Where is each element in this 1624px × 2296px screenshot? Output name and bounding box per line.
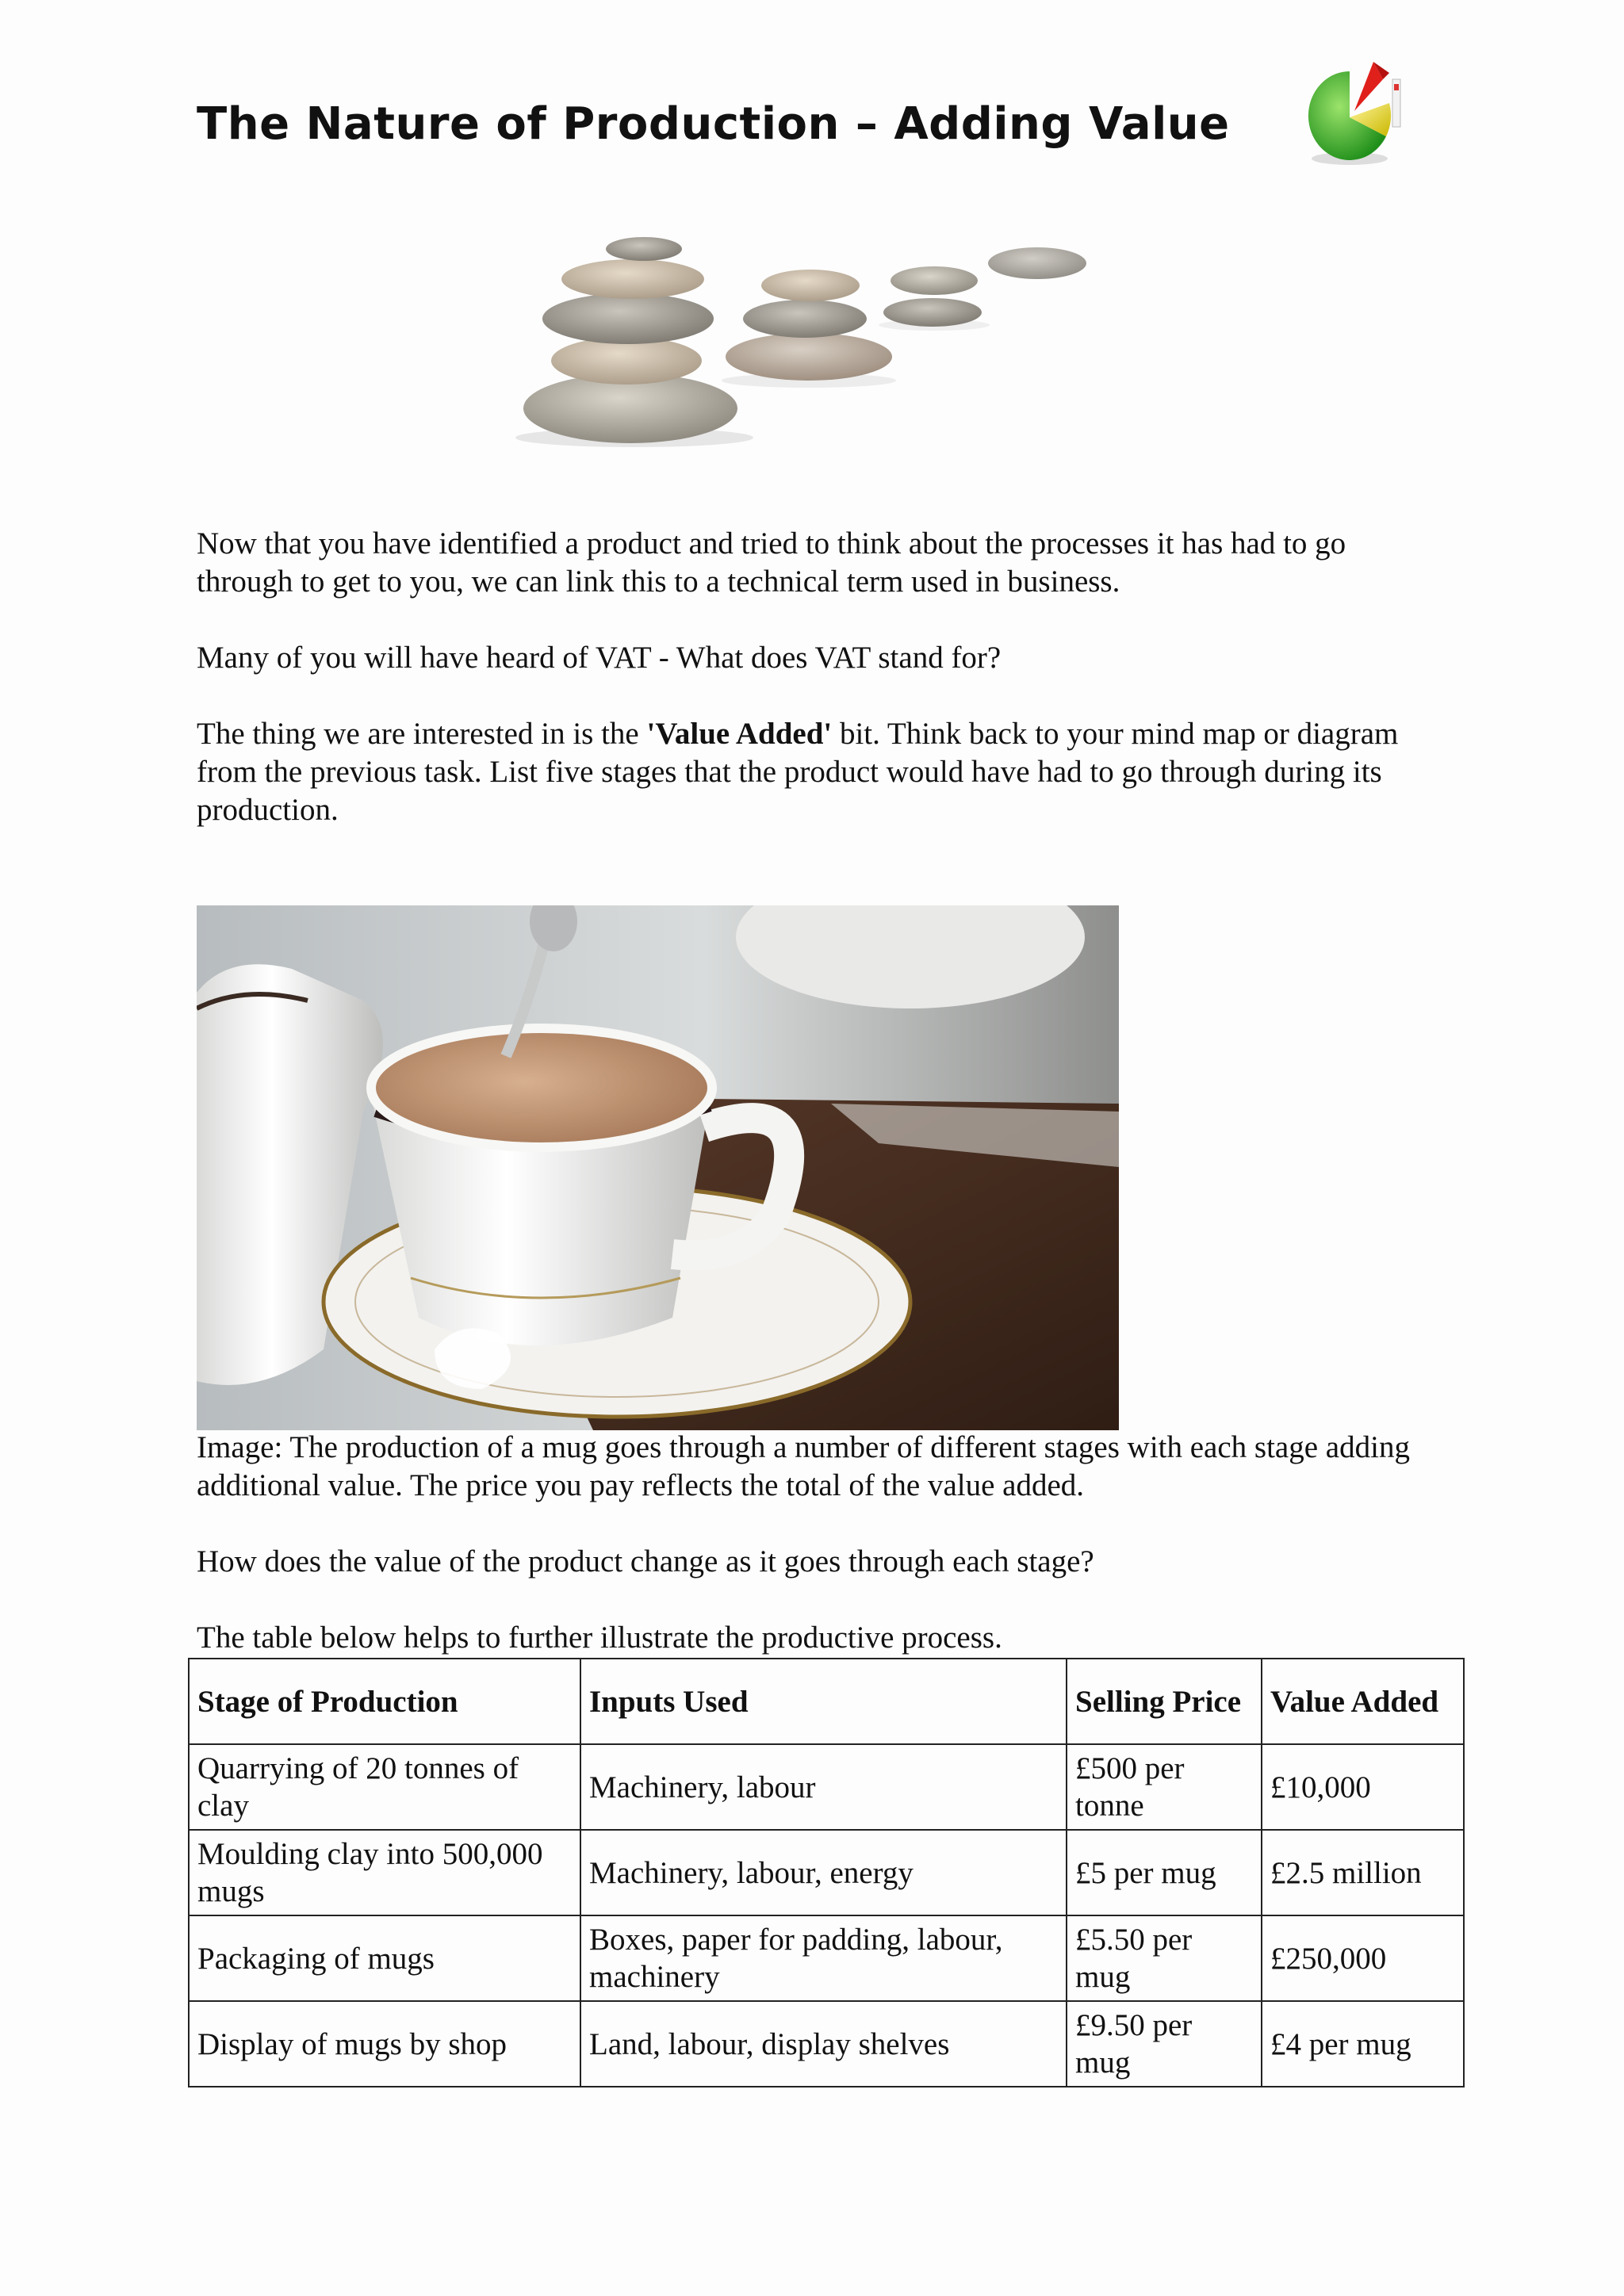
table-row (189, 1915, 1464, 2001)
value-added-term: 'Value Added' (646, 717, 833, 751)
production-table (188, 1658, 1465, 2087)
header-selling-price: Selling Price (1067, 1659, 1262, 1744)
pie-chart-logo-icon (1300, 55, 1419, 174)
cell-inputs: Boxes, paper for padding, labour, machinery (580, 1915, 1067, 2001)
cell-value-added: £2.5 million (1262, 1830, 1464, 1915)
cell-inputs: Land, labour, display shelves (580, 2001, 1067, 2087)
value-added-text-end: bit. Think back to your mind map or diagram from the previous task. List five stages that the product would have had to go through during its production. (197, 717, 1399, 827)
table-row (189, 1744, 1464, 1830)
cell-stage: Display of mugs by shop (189, 2001, 580, 2087)
table-intro: The table below helps to further illustrate the productive process. (197, 1621, 1002, 1655)
intro-paragraph: Now that you have identified a product and tried to think about the processes it has had to go through to get to you, we can link this to a technical term used in business. (197, 526, 1346, 599)
cell-selling-price: £5 per mug (1067, 1830, 1262, 1915)
value-added-text-start: The thing we are interested in is the (197, 717, 647, 751)
table-row (189, 2001, 1464, 2087)
cell-stage: Quarrying of 20 tonnes of clay (189, 1744, 580, 1830)
header-value-added: Value Added (1262, 1659, 1464, 1744)
cell-stage: Packaging of mugs (189, 1915, 580, 2001)
vat-question-paragraph: Many of you will have heard of VAT - What does VAT stand for? (197, 641, 1002, 675)
header-inputs: Inputs Used (580, 1659, 1067, 1744)
cell-value-added: £10,000 (1262, 1744, 1464, 1830)
page-title: The Nature of Production – Adding Value (197, 98, 1230, 150)
value-change-question: How does the value of the product change as it goes through each stage? (197, 1544, 1094, 1578)
cell-selling-price: £9.50 per mug (1067, 2001, 1262, 2087)
tea-cup-on-saucer-photo (197, 905, 1119, 1430)
cell-inputs: Machinery, labour (580, 1744, 1067, 1830)
stacked-stones-image (500, 230, 1118, 468)
cell-selling-price: £500 per tonne (1067, 1744, 1262, 1830)
value-added-paragraph (197, 715, 1434, 829)
header-stage: Stage of Production (189, 1659, 580, 1744)
cell-value-added: £250,000 (1262, 1915, 1464, 2001)
table-row (189, 1830, 1464, 1915)
cell-value-added: £4 per mug (1262, 2001, 1464, 2087)
cell-inputs: Machinery, labour, energy (580, 1830, 1067, 1915)
photo-caption: Image: The production of a mug goes through a number of different stages with each stage adding additional value. The price you pay reflects the total of the value added. (197, 1430, 1410, 1502)
cell-selling-price: £5.50 per mug (1067, 1915, 1262, 2001)
cell-stage: Moulding clay into 500,000 mugs (189, 1830, 580, 1915)
table-header-row (189, 1659, 1464, 1744)
